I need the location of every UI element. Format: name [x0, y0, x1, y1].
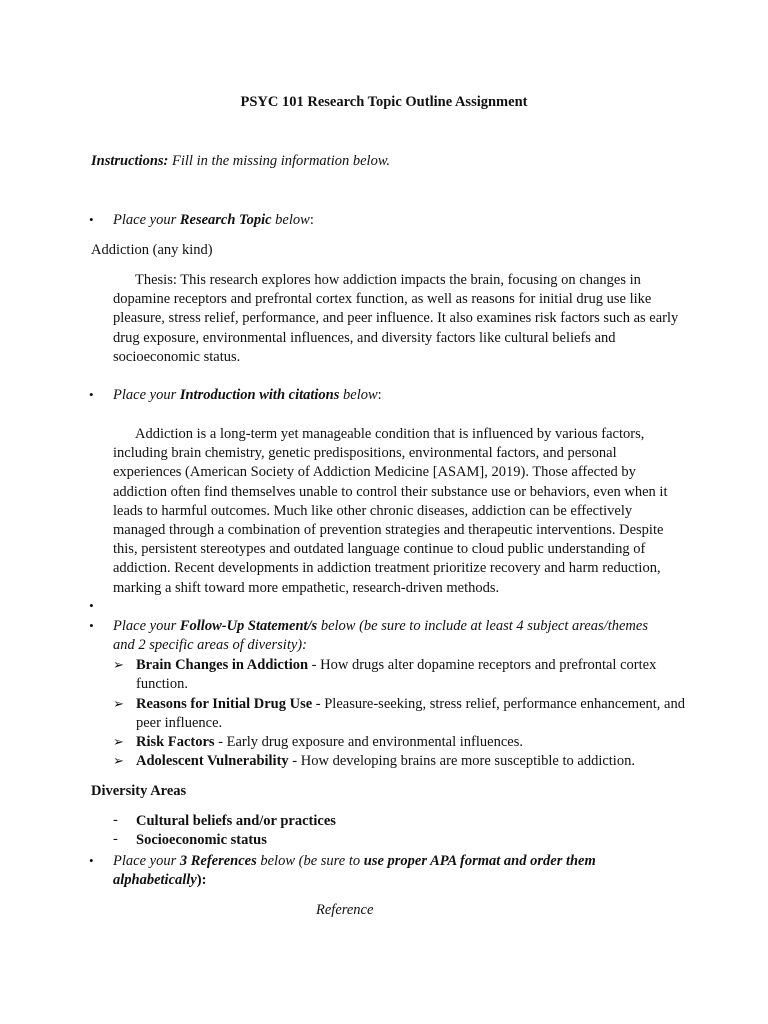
arrow-icon: ➢ — [113, 753, 124, 768]
followup-item: Adolescent Vulnerability - How developing brains are more susceptible to addiction. — [136, 753, 635, 769]
instructions-label: Instructions: — [91, 153, 169, 169]
dash-icon: - — [113, 831, 118, 847]
bullet-icon: • — [89, 387, 94, 402]
followup-item: Brain Changes in Addiction - How drugs alter dopamine receptors and prefrontal cortex function. — [136, 657, 657, 693]
references-prompt-line2: alphabetically): — [113, 872, 207, 888]
thesis-paragraph: Thesis: This research explores how addiction impacts the brain, focusing on changes in dopamine receptors and prefrontal cortex function, as well as reasons for initial drug use like pleasure, stress relief, performance, and peer influence. It also examines risk factors such as early drug exposure, environmental influences, and diversity factors like cultural beliefs and socioeconomic status. — [113, 272, 679, 365]
diversity-item: Cultural beliefs and/or practices — [136, 813, 336, 829]
topic-prompt: Place your Research Topic below: — [113, 212, 314, 228]
instructions — [91, 153, 390, 170]
bullet-icon: • — [89, 212, 94, 227]
arrow-icon: ➢ — [113, 734, 124, 749]
bullet-icon: • — [89, 598, 94, 613]
bullet-icon: • — [89, 853, 94, 868]
diversity-heading: Diversity Areas — [91, 783, 187, 799]
references-prompt: Place your 3 References below (be sure to use proper APA format and order them — [113, 853, 596, 869]
followup-item: Reasons for Initial Drug Use - Pleasure-seeking, stress relief, performance enhancement, and peer influence. — [136, 696, 685, 732]
bullet-icon: • — [89, 618, 94, 633]
followup-prompt: Place your Follow-Up Statement/s below (be sure to include at least 4 subject areas/themes — [113, 618, 648, 634]
intro-prompt: Place your Introduction with citations below: — [113, 387, 382, 403]
document-title: PSYC 101 Research Topic Outline Assignment — [240, 94, 528, 110]
arrow-icon: ➢ — [113, 696, 124, 711]
diversity-item: Socioeconomic status — [136, 832, 267, 848]
reference-heading: Reference — [316, 902, 374, 918]
research-topic: Addiction (any kind) — [91, 242, 213, 258]
arrow-icon: ➢ — [113, 657, 124, 672]
dash-icon: - — [113, 812, 118, 828]
instructions-text: Fill in the missing information below. — [168, 153, 391, 169]
introduction-paragraph: Addiction is a long-term yet manageable condition that is influenced by various factors, including brain chemistry, genetic predispositions, environmental factors, and personal experiences (American Society of Addiction Medicine [ASAM], 2019). Those affected by addiction often find themselves unable to control their substance use or behaviors, even when it leads to harmful outcomes. Much like other chronic diseases, addiction can be effectively managed through a combination of prevention strategies and therapeutic interventions. Despite this, persistent stereotypes and outdated language continue to cloud public understanding of addiction. Recent developments in addiction treatment prioritize recovery and harm reduction, marking a shift toward more empathetic, research-driven methods. — [113, 426, 668, 596]
followup-prompt-line2: and 2 specific areas of diversity): — [113, 637, 307, 653]
followup-item: Risk Factors - Early drug exposure and environmental influences. — [136, 734, 523, 750]
